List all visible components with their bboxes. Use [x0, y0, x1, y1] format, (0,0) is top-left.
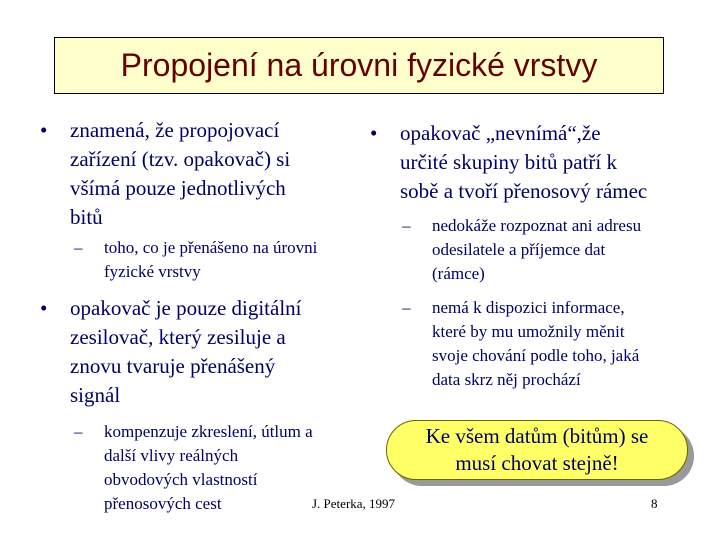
slide-title: Propojení na úrovni fyzické vrstvy: [120, 47, 598, 83]
text-line: kompenzuje zkreslení, útlum a: [104, 422, 313, 441]
dash-marker: –: [74, 422, 83, 441]
right-column: [370, 119, 710, 392]
dash-marker: –: [402, 216, 411, 235]
right-subbullet-2: [402, 296, 710, 392]
text-line: data skrz něj prochází: [432, 370, 581, 389]
text-line: toho, co je přenášeno na úrovni: [104, 238, 318, 257]
text-line: obvodových vlastností: [104, 470, 258, 489]
text-line: odesilatele a příjemce dat: [432, 240, 606, 259]
callout-line: musí chovat stejně!: [455, 451, 619, 475]
text-line: znovu tvaruje přenášený: [70, 354, 276, 378]
text-line: (rámce): [432, 264, 485, 283]
footer-author: J. Peterka, 1997: [312, 496, 396, 511]
left-bullet-2: [40, 294, 370, 410]
text-line: nemá k dispozici informace,: [432, 298, 625, 317]
text-line: bitů: [70, 205, 103, 229]
text-line: znamená, že propojovací: [70, 118, 280, 142]
left-column: [40, 116, 370, 516]
text-line: zesilovač, který zesiluje a: [70, 325, 286, 349]
text-line: svoje chování podle toho, jaká: [432, 346, 640, 365]
text-line: které by mu umožnily měnit: [432, 322, 625, 341]
text-line: přenosových cest: [104, 494, 222, 513]
dash-marker: –: [402, 298, 411, 317]
left-bullet-1: [40, 116, 370, 232]
text-line: fyzické vrstvy: [104, 262, 201, 281]
text-line: sobě a tvoří přenosový rámec: [400, 179, 648, 203]
page-number: 8: [651, 496, 658, 511]
title-box: [54, 37, 664, 94]
callout-line: Ke všem datům (bitům) se: [425, 424, 649, 448]
bullet-dot: •: [40, 296, 48, 320]
left-subbullet-1: [74, 236, 370, 284]
text-line: signál: [70, 383, 121, 407]
right-subbullet-1: [402, 214, 710, 286]
text-line: opakovač „nevnímá“,že: [400, 121, 601, 145]
text-line: všímá pouze jednotlivých: [70, 176, 286, 200]
right-bullet-1: [370, 119, 710, 206]
text-line: další vlivy reálných: [104, 446, 239, 465]
text-line: nedokáže rozpoznat ani adresu: [432, 216, 642, 235]
text-line: opakovač je pouze digitální: [70, 296, 302, 320]
text-line: zařízení (tzv. opakovač) si: [70, 147, 291, 171]
bullet-dot: •: [370, 121, 378, 145]
bullet-dot: •: [40, 118, 48, 142]
callout-box: [386, 420, 688, 480]
text-line: určité skupiny bitů patří k: [400, 150, 617, 174]
dash-marker: –: [74, 238, 83, 257]
